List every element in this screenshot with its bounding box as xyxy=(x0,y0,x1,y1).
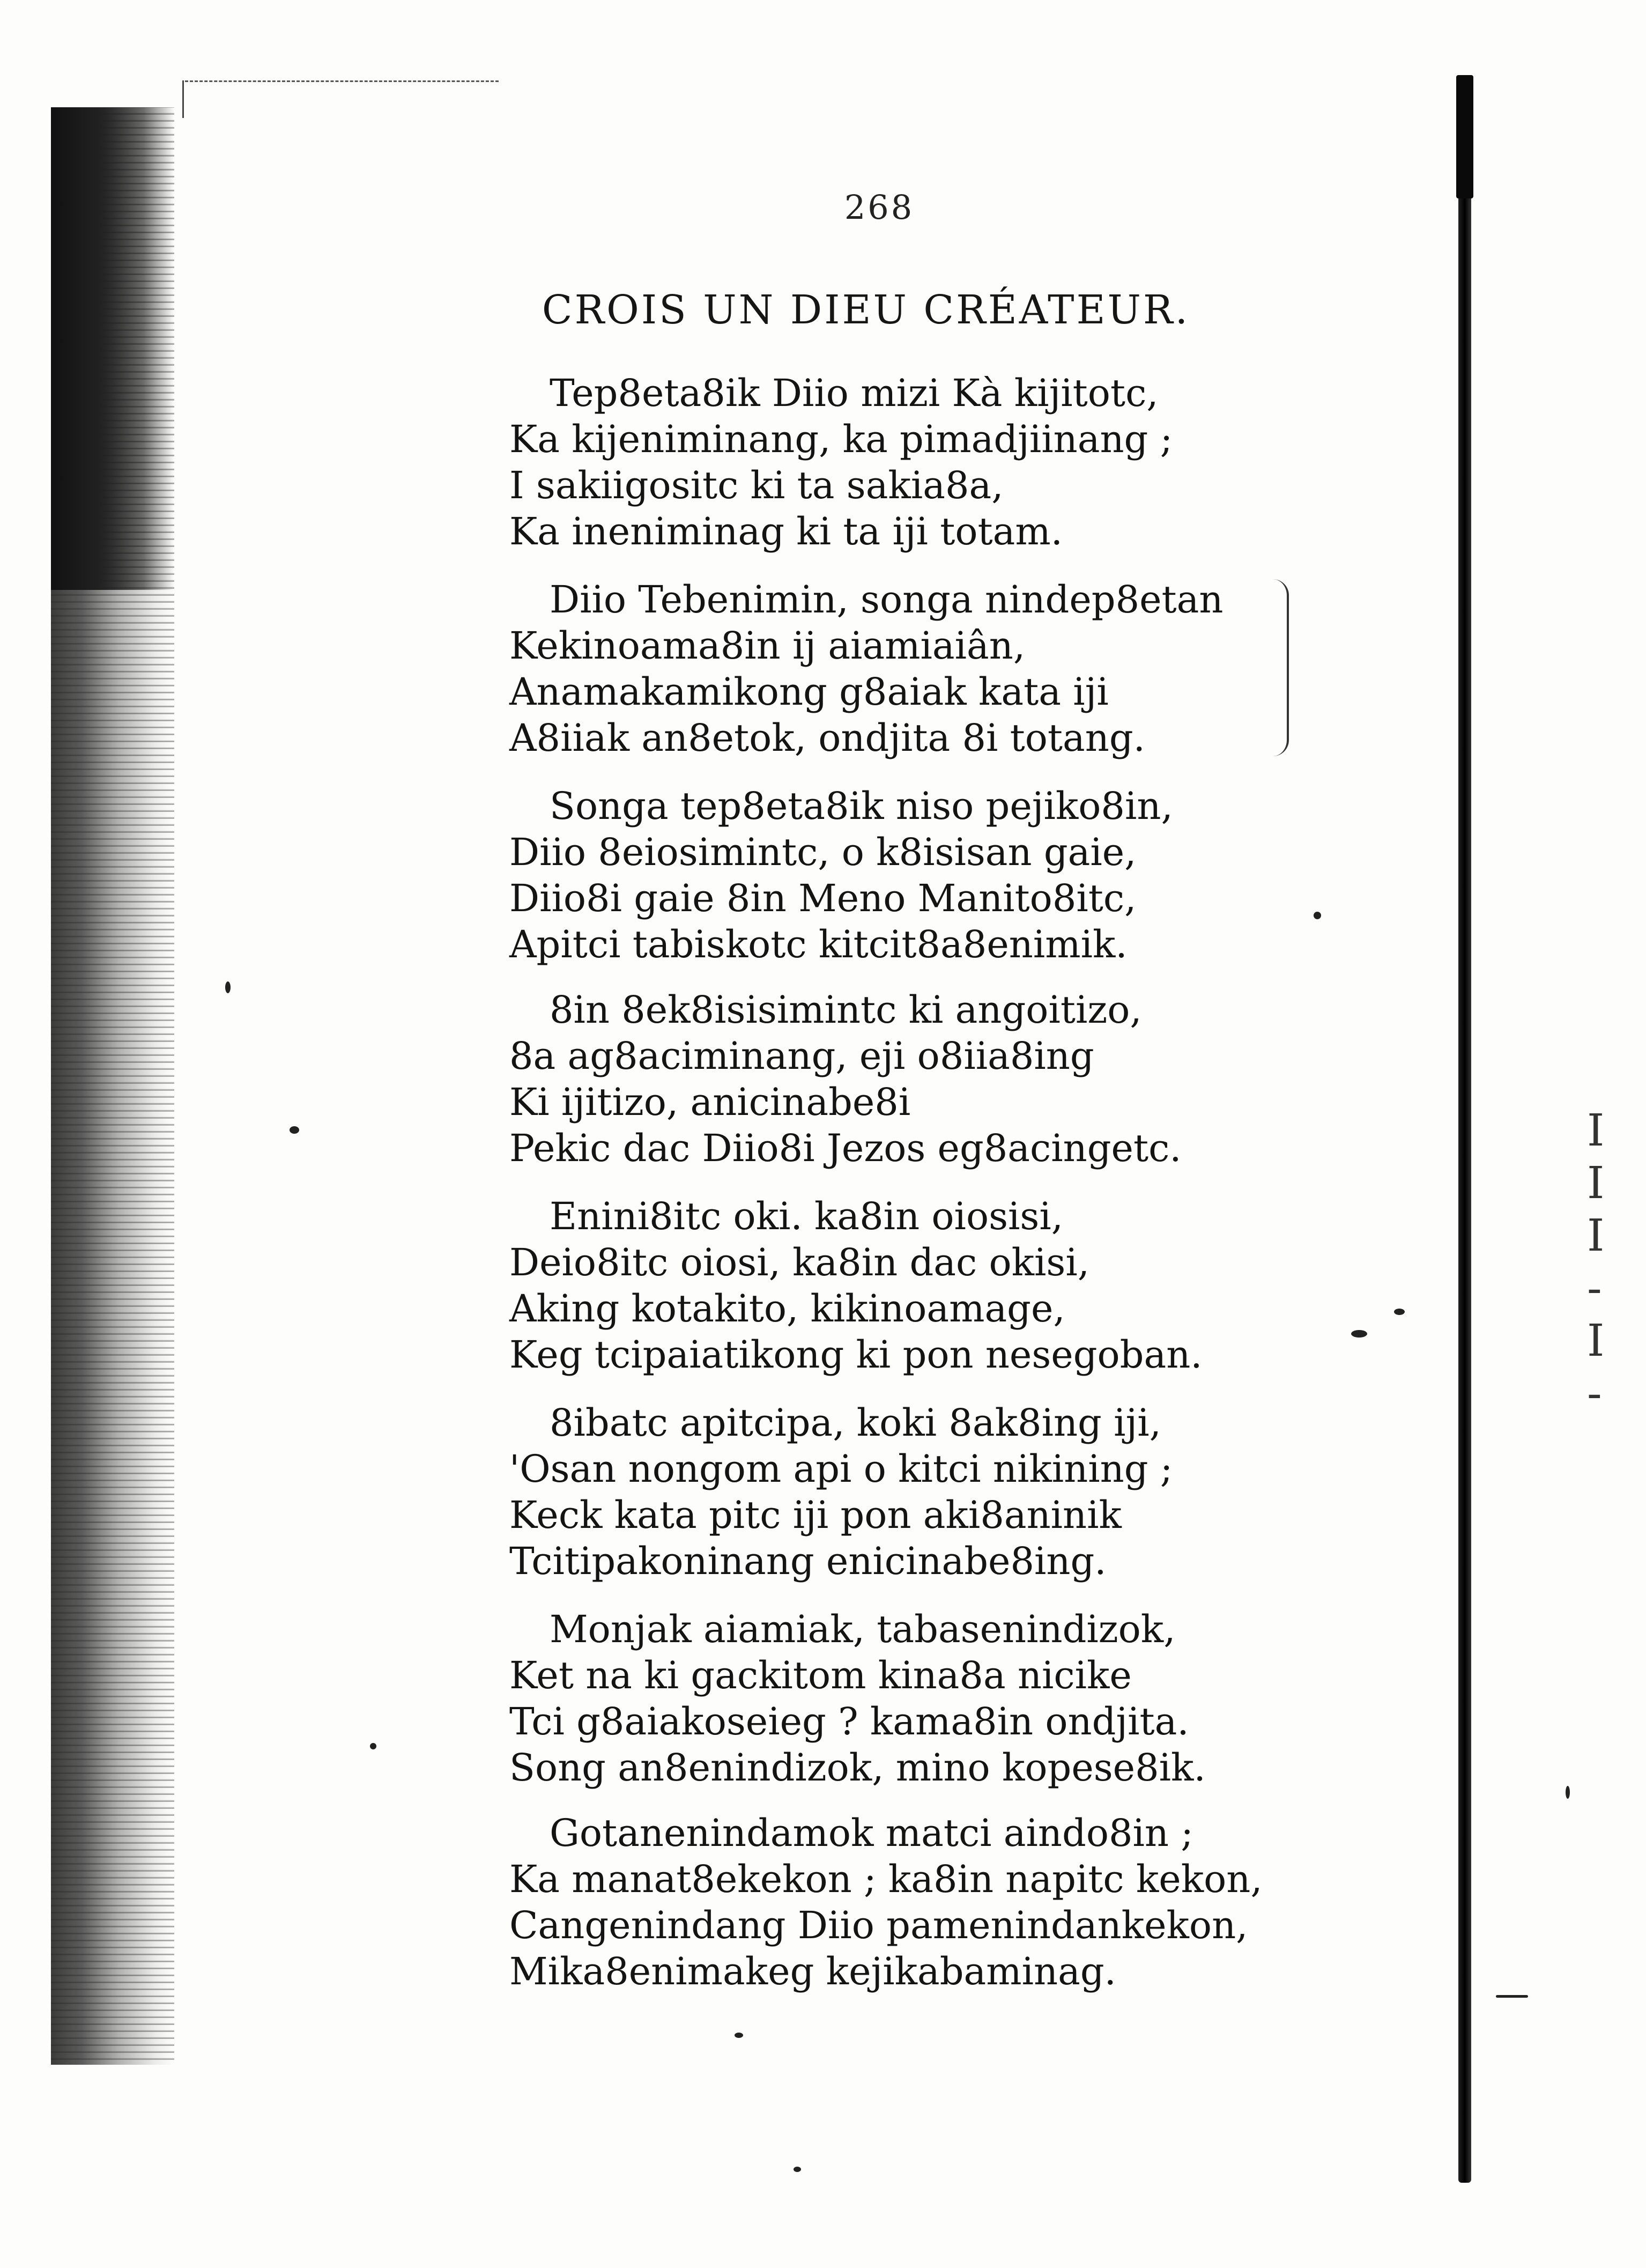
scan-speck xyxy=(1496,1995,1528,1998)
scan-speck xyxy=(794,2167,801,2172)
margin-glyph: I xyxy=(1587,1210,1605,1261)
verse-line: Tcitipakoninang enicinabe8ing. xyxy=(509,1539,1107,1583)
binding-shadow-left-top xyxy=(51,107,174,590)
margin-glyph: I xyxy=(1587,1158,1605,1209)
top-rule xyxy=(185,80,499,82)
verse-line: Enini8itc oki. ka8in oiosisi, xyxy=(550,1194,1063,1238)
verse-line: Aking kotakito, kikinoamage, xyxy=(509,1287,1065,1331)
verse-line: Ka kijeniminang, ka pimadjiinang ; xyxy=(509,417,1173,461)
stanza-4 xyxy=(509,987,1314,1171)
margin-glyph: I xyxy=(1587,1105,1605,1156)
verse-line: Apitci tabiskotc kitcit8a8enimik. xyxy=(509,922,1128,966)
page-number: 268 xyxy=(844,188,915,227)
margin-glyph: - xyxy=(1587,1368,1602,1419)
stanza-6 xyxy=(509,1400,1314,1584)
verse-line: Tep8eta8ik Diio mizi Kà kijitotc, xyxy=(550,371,1159,415)
scan-speck xyxy=(290,1126,299,1134)
stanza-2 xyxy=(509,577,1314,761)
scan-speck xyxy=(1351,1330,1367,1338)
verse-line: Ka manat8ekekon ; ka8in napitc kekon, xyxy=(509,1857,1263,1901)
verse-line: Song an8enindizok, mino kopese8ik. xyxy=(509,1746,1206,1790)
margin-glyph: I xyxy=(1587,1316,1605,1366)
stanza-5 xyxy=(509,1193,1314,1378)
verse-line: Kekinoama8in ij aiamiaiân, xyxy=(509,624,1026,668)
verse-line: Keg tcipaiatikong ki pon nesegoban. xyxy=(509,1333,1203,1377)
verse-line: Ket na ki gackitom kina8a nicike xyxy=(509,1653,1132,1697)
verse-line: Keck kata pitc iji pon aki8aninik xyxy=(509,1493,1122,1537)
scan-speck xyxy=(1566,1786,1570,1799)
verse-line: Monjak aiamiak, tabasenindizok, xyxy=(550,1607,1176,1651)
stanza-3 xyxy=(509,783,1314,967)
stanza-7 xyxy=(509,1606,1314,1791)
verse-line: I sakiigositc ki ta sakia8a, xyxy=(509,463,1004,507)
verse-line: Cangenindang Diio pamenindankekon, xyxy=(509,1903,1248,1947)
verse-line: 8in 8ek8isisimintc ki angoitizo, xyxy=(550,988,1142,1032)
margin-glyph: - xyxy=(1587,1263,1602,1314)
verse-line: 'Osan nongom api o kitci nikining ; xyxy=(509,1447,1173,1491)
scan-speck xyxy=(1314,912,1321,919)
corner-mark xyxy=(182,80,184,118)
verse-line: Songa tep8eta8ik niso pejiko8in, xyxy=(550,784,1173,828)
verse-line: Anamakamikong g8aiak kata iji xyxy=(509,670,1109,714)
scan-speck xyxy=(225,981,231,993)
verse-line: A8iiak an8etok, ondjita 8i totang. xyxy=(509,716,1145,760)
verse-line: Deio8itc oiosi, ka8in dac okisi, xyxy=(509,1240,1089,1284)
verse-line: Ka ineniminag ki ta iji totam. xyxy=(509,509,1063,553)
stanza-8 xyxy=(509,1810,1314,1994)
scan-speck xyxy=(735,2033,743,2038)
hymn-title: CROIS UN DIEU CRÉATEUR. xyxy=(542,287,1190,333)
scan-speck xyxy=(1394,1309,1405,1315)
verse-line: Diio 8eiosimintc, o k8isisan gaie, xyxy=(509,830,1137,874)
verse-line: Ki ijitizo, anicinabe8i xyxy=(509,1080,911,1124)
binding-edge-right xyxy=(1458,75,1471,2183)
stanza-1 xyxy=(509,370,1314,555)
adjacent-page-margin xyxy=(1587,1105,1619,1420)
verse-line: Mika8enimakeg kejikabaminag. xyxy=(509,1949,1116,1993)
binding-edge-right-top xyxy=(1456,75,1473,198)
verse-line: Gotanenindamok matci aindo8in ; xyxy=(550,1811,1193,1855)
verse-line: Pekic dac Diio8i Jezos eg8acingetc. xyxy=(509,1126,1182,1170)
verse-line: Diio8i gaie 8in Meno Manito8itc, xyxy=(509,876,1137,920)
verse-line: 8ibatc apitcipa, koki 8ak8ing iji, xyxy=(550,1401,1161,1445)
verse-line: 8a ag8aciminang, eji o8iia8ing xyxy=(509,1034,1094,1078)
verse-line: Diio Tebenimin, songa nindep8etan xyxy=(550,578,1224,622)
verse-line: Tci g8aiakoseieg ? kama8in ondjita. xyxy=(509,1700,1189,1744)
scan-speck xyxy=(370,1743,376,1749)
